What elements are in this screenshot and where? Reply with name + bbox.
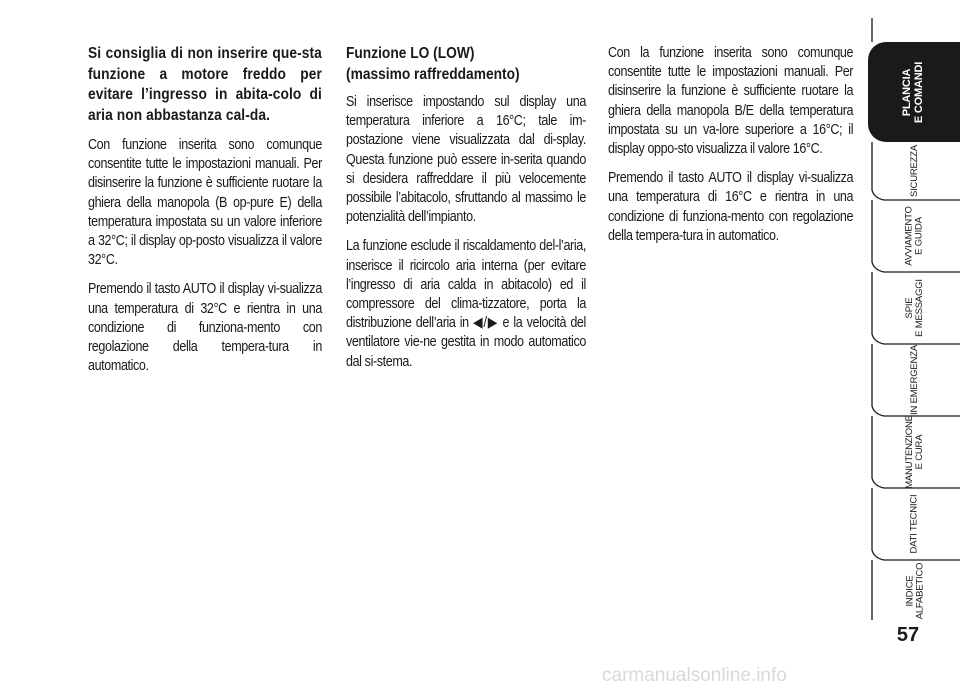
tab-avviamento-e-guida[interactable] [880, 200, 950, 272]
tab-indice-alfabetico[interactable] [880, 560, 950, 622]
tab-label: E CURA [914, 434, 926, 470]
text-column-1 [88, 44, 322, 386]
tab-label: DATI TECNICI [908, 494, 920, 554]
tab-in-emergenza[interactable] [880, 344, 950, 416]
section-heading [346, 44, 586, 85]
tab-dati-tecnici[interactable] [880, 488, 950, 560]
tab-label: SICUREZZA [908, 144, 920, 198]
tab-spie-e-messaggi[interactable] [880, 272, 950, 344]
tab-label: AVVIAMENTO [903, 206, 915, 266]
paragraph: Con funzione inserita sono comunque consentite tutte le impostazioni manuali. Per disinserire la funzione è sufficiente ruotare la ghiera della manopola (B op-pure E) della temperatura impostata su un valore inferiore a 32°C; il display op-posto visualizza il valore 32°C. [88, 137, 322, 269]
paragraph: Premendo il tasto AUTO il display vi-sualizza una temperatura di 16°C e rientra in una condizione di funziona-mento con regolazione della tempera-tura in automatico. [608, 170, 854, 244]
text-column-3 [608, 44, 853, 256]
tab-sicurezza[interactable] [880, 142, 950, 200]
page-number: 57 [896, 624, 920, 646]
tab-label: E COMANDI [913, 61, 925, 123]
tab-label: ALFABETICO [913, 562, 925, 620]
tab-label: E GUIDA [913, 217, 925, 255]
paragraph: Premendo il tasto AUTO il display vi-sualizza una temperatura di 32°C e rientra in una condizione di funziona-mento con regolazione della tempera-tura in automatico. [88, 281, 322, 375]
watermark-text: carmanualsonline.info [602, 665, 787, 686]
paragraph: Con la funzione inserita sono comunque consentite tutte le impostazioni manuali. Per disinserire la funzione è sufficiente ruotare la ghiera della manopola B/E della temperatura impostata su un va-lore superiore a 16°C; il display oppo-sto visualizza il valore 16°C. [608, 45, 854, 158]
tab-label: MANUTENZIONE [904, 415, 916, 489]
tab-plancia-e-comandi[interactable] [868, 42, 960, 142]
tab-label: IN EMERGENZA [908, 345, 920, 415]
heading-line: (massimo raffreddamento) [346, 65, 520, 83]
paragraph: La funzione esclude il riscaldamento del-l’aria, inserisce il ricircolo aria interna (per evitare l’ingresso di aria calda in abitacolo) ed il compressore del clima-tizzatore, porta la distribuzione dell’aria in ◀/▶ e la velocità del ventilatore vie-ne gestita in modo automatico dal si-stema. [346, 238, 586, 370]
tab-label: PLANCIA [901, 68, 914, 116]
tab-label: INDICE [903, 575, 915, 607]
tab-label: SPIE [904, 297, 915, 319]
tab-manutenzione-e-cura[interactable] [880, 416, 950, 488]
paragraph: Si inserisce impostando sul display una temperatura inferiore a 16°C; tale im-postazione viene visualizzata dal di-splay. Questa funzione può essere in-serita quando si desidera raffreddare il più velocemente possibile l’abitacolo, sfruttando al massimo le potenzialità dell’impianto. [346, 94, 586, 226]
warning-note: Si consiglia di non inserire que-sta funzione a motore freddo per evitare l’ingresso in abita-colo di aria non abbastanza cal-da. [88, 45, 322, 124]
heading-line: Funzione LO (LOW) [346, 45, 475, 62]
tab-label: E MESSAGGI [914, 279, 925, 337]
text-column-2 [346, 44, 586, 382]
